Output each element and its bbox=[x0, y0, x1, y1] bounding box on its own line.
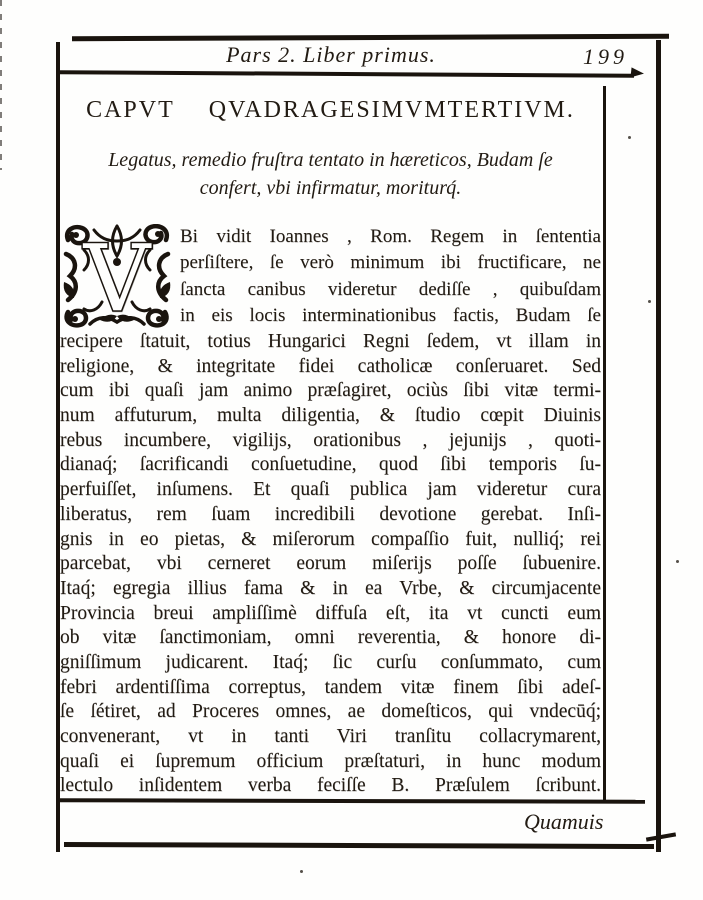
chapter-title bbox=[57, 97, 604, 124]
scan-speckle bbox=[648, 300, 651, 303]
running-title: Pars 2. Liber primus. bbox=[226, 42, 436, 67]
catchword: Quamuis bbox=[524, 809, 604, 834]
chapter-argument-line: confert, vbi infirmatur, moriturq́. bbox=[199, 177, 462, 199]
body-line: perfuiſſet, inſumens. Et quaſi publica jam videretur cura bbox=[60, 479, 601, 501]
first-paragraph bbox=[60, 224, 601, 330]
body-line: lectulo inſidentem verba feciſſe B. Præſulem ſcribunt. bbox=[60, 775, 601, 797]
body-line: Bi vidit Ioannes , Rom. Regem in ſententia bbox=[180, 226, 601, 247]
body-text bbox=[60, 224, 601, 799]
body-line: parcebat, vbi cerneret eorum miſerijs poſſe ſubuenire. bbox=[60, 553, 601, 575]
body-line: cum ibi quaſi jam animo præſagiret, ociùs ſibi vitæ termi- bbox=[60, 380, 601, 402]
body-line: convenerant, vt in tanti Viri tranſitu collacrymarent, bbox=[60, 726, 601, 747]
body-full-width-lines bbox=[60, 330, 601, 799]
frame-right-outer-rule bbox=[656, 40, 661, 852]
page-number: 199 bbox=[583, 44, 628, 69]
header-rule-end-ornament bbox=[631, 67, 645, 78]
body-line: perſiſtere, ſe verò minimum ibi fructificare, ne bbox=[180, 252, 601, 274]
body-line: ſancta canibus videretur dediſſe , quibuſdam bbox=[180, 278, 601, 300]
drop-cap-woodcut bbox=[60, 224, 174, 330]
frame-top-rule bbox=[72, 34, 669, 42]
scan-speckle bbox=[300, 870, 303, 873]
chapter-argument-line: Legatus, remedio fruſtra tentato in hæreticos, Budam ſe bbox=[108, 149, 553, 171]
scan-speckle bbox=[628, 136, 631, 139]
body-line: ſe ſétiret, ad Proceres omnes, ae domeſticos, qui vndecūq́; bbox=[60, 701, 601, 723]
body-line: num affuturum, multa diligentia, & ſtudio cœpit Diuinis bbox=[60, 405, 601, 427]
body-line: gniſſimum judicarent. Itaq́; ſic curſu conſummato, cum bbox=[60, 651, 601, 673]
chapter-title-word-number: QVADRAGESIMVMTERTIVM. bbox=[208, 97, 575, 123]
drop-cap-indented-lines bbox=[180, 224, 601, 330]
frame-left-faint-rule bbox=[0, 0, 2, 170]
drop-cap bbox=[60, 224, 174, 330]
header-divider-rule bbox=[59, 70, 634, 78]
body-line: Itaq́; egregia illius fama & in ea Vrbe, & circumjacente bbox=[60, 577, 601, 599]
drop-cap-letter: V bbox=[83, 225, 151, 330]
body-line: quaſi ei ſupremum officium præſtaturi, in hunc modum bbox=[60, 750, 601, 772]
body-line: recipere ſtatuit, totius Hungarici Regni ſedem, vt illam in bbox=[60, 331, 601, 352]
body-line: religione, & integritate fidei catholicæ conſeruaret. Sed bbox=[60, 355, 601, 377]
body-line: febri ardentiſſima correptus, tandem vitæ finem ſibi adeſ- bbox=[60, 676, 601, 698]
frame-bottom-rule bbox=[64, 842, 654, 849]
frame-bottom-rule-hook bbox=[646, 832, 676, 841]
scan-speckle bbox=[676, 560, 679, 563]
body-line: ob vitæ ſanctimoniam, omni reverentia, & honore di- bbox=[60, 627, 601, 649]
chapter-title-word-caput: CAPVT bbox=[86, 97, 175, 123]
chapter-argument bbox=[57, 146, 604, 202]
body-line: gnis in eo pietas, & miſerorum compaſſio fuit, nulliq́; rei bbox=[60, 528, 601, 550]
body-line: Provincia breui ampliſſimè diffuſa eſt, ita vt cuncti eum bbox=[60, 602, 601, 624]
body-line: dianaq́; ſacrificandi conſuetudine, quod ſibi temporis ſu- bbox=[60, 454, 601, 476]
body-line: in eis locis interminationibus factis, Budam ſe bbox=[180, 305, 601, 327]
body-line: rebus incumbere, vigilijs, orationibus , jejunijs , quoti- bbox=[60, 429, 601, 451]
body-line: liberatus, rem ſuam incredibili devotione gerebat. Inſi- bbox=[60, 503, 601, 525]
